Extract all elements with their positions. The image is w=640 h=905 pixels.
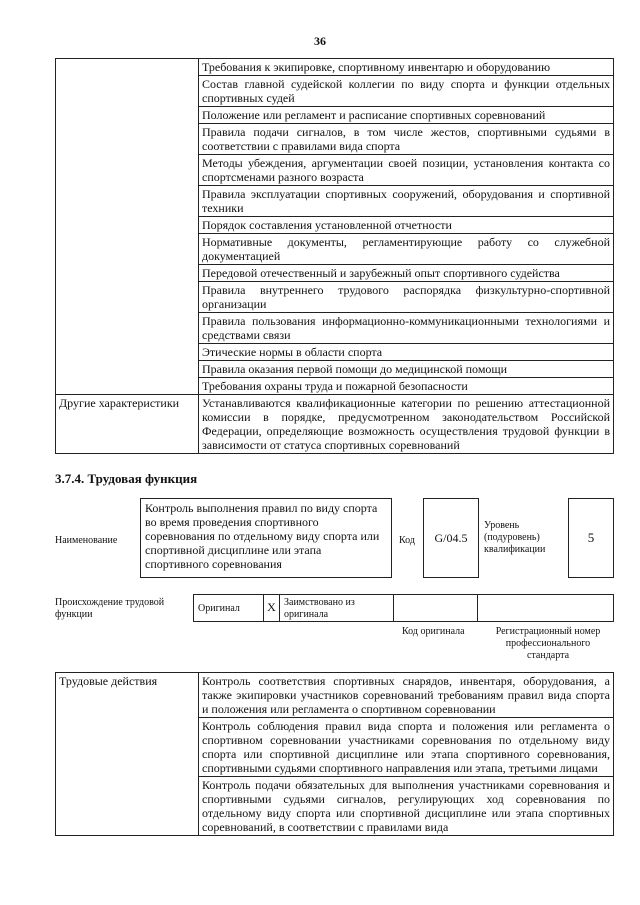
action-item: Контроль подачи обязательных для выполнения участниками соревнования и спортивными судьями сигналов, регулирующих ход соревнования по отдельному виду спорта или спортивной дисциплине или этапа спортивных соревнований, в соответствии с правилами вида <box>199 777 614 836</box>
code-original-caption: Код оригинала <box>402 626 465 637</box>
name-label: Наименование <box>55 535 118 546</box>
requirement-item: Правила подачи сигналов, в том числе жестов, спортивными судьями в соответствии с правилами вида спорта <box>199 124 614 155</box>
section-heading: 3.7.4. Трудовая функция <box>55 471 198 486</box>
requirements-table <box>55 58 614 454</box>
requirement-item: Передовой отечественный и зарубежный опыт спортивного судейства <box>199 265 614 282</box>
original-label: Оригинал <box>194 595 264 621</box>
requirement-item: Состав главной судейской коллегии по виду спорта и функции отдельных спортивных судей <box>199 76 614 107</box>
requirement-item: Методы убеждения, аргументации своей позиции, установления контакта со спортсменами разного возраста <box>199 155 614 186</box>
requirement-item: Нормативные документы, регламентирующие работу со служебной документацией <box>199 234 614 265</box>
other-characteristics-label: Другие характеристики <box>56 395 199 454</box>
origin-row <box>193 594 614 622</box>
action-item: Контроль соблюдения правил вида спорта и положения или регламента о спортивном соревновании участниками соревнования по отдельному виду спорта или спортивной дисциплине или этапа спортивного соревнования, спортивными судьями спортивного направления или этапа, третьими лицами <box>199 718 614 777</box>
code-label: Код <box>399 535 415 546</box>
requirement-item: Положение или регламент и расписание спортивных соревнований <box>199 107 614 124</box>
other-characteristics-text: Устанавливаются квалификационные категории по решению аттестационной комиссии в порядке, предусмотренном законодательством Российской Федерации, определяющие возможность осуществления трудовой функции в зависимости от статуса спортивных соревнований <box>199 395 614 454</box>
requirement-item: Правила пользования информационно-коммуникационными технологиями и средствами связи <box>199 313 614 344</box>
requirement-item: Этические нормы в области спорта <box>199 344 614 361</box>
requirement-item: Требования охраны труда и пожарной безопасности <box>199 378 614 395</box>
origin-label: Происхождение трудовой функции <box>55 597 165 620</box>
requirement-item: Порядок составления установленной отчетности <box>199 217 614 234</box>
original-mark: X <box>264 595 280 621</box>
borrowed-label: Заимствовано из оригинала <box>280 595 394 621</box>
function-name-box: Контроль выполнения правил по виду спорта во время проведения спортивного соревнования по отдельному виду спорта или спортивной дисциплине или этапа спортивного соревнования <box>140 498 392 578</box>
reg-number-cell <box>478 595 613 621</box>
table-row <box>56 395 614 454</box>
action-item: Контроль соответствия спортивных снарядов, инвентаря, оборудования, а также экипировки участников соревнований требованиям правил вида спорта и положения или регламента о спортивном соревновании <box>199 673 614 718</box>
code-original-cell <box>394 595 478 621</box>
requirement-item: Правила оказания первой помощи до медицинской помощи <box>199 361 614 378</box>
level-label: Уровень (подуровень) квалификации <box>484 520 546 555</box>
reg-number-caption: Регистрационный номер профессионального стандарта <box>495 626 601 661</box>
table-row <box>56 673 614 718</box>
level-value: 5 <box>587 530 595 545</box>
function-code-box <box>423 498 479 578</box>
table-row <box>56 59 614 76</box>
actions-table <box>55 672 614 836</box>
requirement-item: Правила внутреннего трудового распорядка физкультурно-спортивной организации <box>199 282 614 313</box>
page-number: 36 <box>314 34 326 48</box>
requirements-empty-cell <box>56 59 199 395</box>
requirement-item: Правила эксплуатации спортивных сооружений, оборудования и спортивной техники <box>199 186 614 217</box>
function-code-value: G/04.5 <box>434 531 468 545</box>
actions-label: Трудовые действия <box>56 673 199 836</box>
level-box <box>568 498 614 578</box>
requirement-item: Требования к экипировке, спортивному инвентарю и оборудованию <box>199 59 614 76</box>
